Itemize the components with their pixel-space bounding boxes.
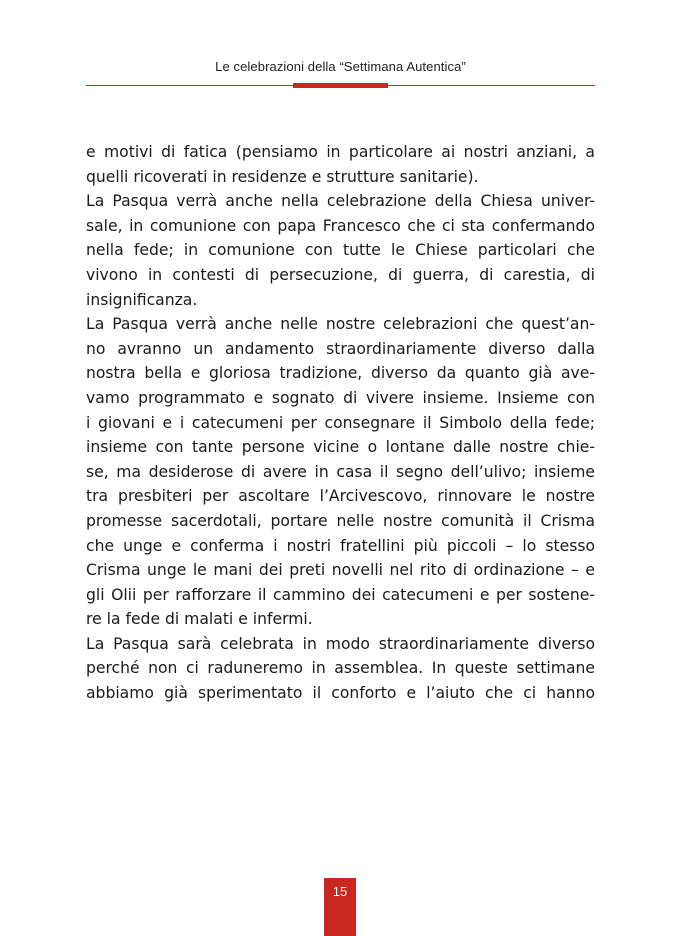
text-line: La Pasqua sarà celebrata in modo straordinariamente diverso xyxy=(86,634,595,653)
text-line: nostra bella e gloriosa tradizione, diverso da quanto già ave- xyxy=(86,364,595,383)
text-line: vamo programmato e sognato di vivere insieme. Insieme con xyxy=(86,388,595,407)
text-line: re la fede di malati e infermi. xyxy=(86,610,313,629)
text-line: no avranno un andamento straordinariamente diverso dalla xyxy=(86,339,595,358)
text-line: che unge e conferma i nostri fratellini più piccoli – lo stesso xyxy=(86,536,595,555)
text-line: promesse sacerdotali, portare nelle nostre comunità il Crisma xyxy=(86,511,595,530)
page-number: 15 xyxy=(332,884,348,899)
text-line: i giovani e i catecumeni per consegnare il Simbolo della fede; xyxy=(86,413,595,432)
text-line: insieme con tante persone vicine o lontane dalle nostre chie- xyxy=(86,438,595,457)
text-line: abbiamo già sperimentato il conforto e l’aiuto che ci hanno xyxy=(86,684,595,703)
page-number-box xyxy=(324,878,356,936)
running-header: Le celebrazioni della “Settimana Autentica” xyxy=(215,59,466,74)
text-line: Crisma unge le mani dei preti novelli nel rito di ordinazione – e xyxy=(86,561,595,580)
text-line: quelli ricoverati in residenze e strutture sanitarie). xyxy=(86,167,479,186)
text-line: tra presbiteri per ascoltare l’Arcivescovo, rinnovare le nostre xyxy=(86,487,595,506)
text-line: nella fede; in comunione con tutte le Chiese particolari che xyxy=(86,241,595,260)
text-line: sale, in comunione con papa Francesco che ci sta confermando xyxy=(86,216,595,235)
text-line: vivono in contesti di persecuzione, di guerra, di carestia, di xyxy=(86,265,595,284)
text-line: insignificanza. xyxy=(86,290,198,309)
text-line: La Pasqua verrà anche nelle nostre celebrazioni che quest’an- xyxy=(86,315,595,334)
text-line: se, ma desiderose di avere in casa il segno dell’ulivo; insieme xyxy=(86,462,595,481)
text-line: perché non ci raduneremo in assemblea. In queste settimane xyxy=(86,659,595,678)
text-line: e motivi di fatica (pensiamo in particolare ai nostri anziani, a xyxy=(86,143,595,161)
text-line: gli Olii per rafforzare il cammino dei catecumeni e per sostene- xyxy=(86,585,595,604)
body-text xyxy=(86,140,595,706)
header-accent-bar xyxy=(293,83,388,88)
text-line: La Pasqua verrà anche nella celebrazione della Chiesa univer- xyxy=(86,192,595,211)
